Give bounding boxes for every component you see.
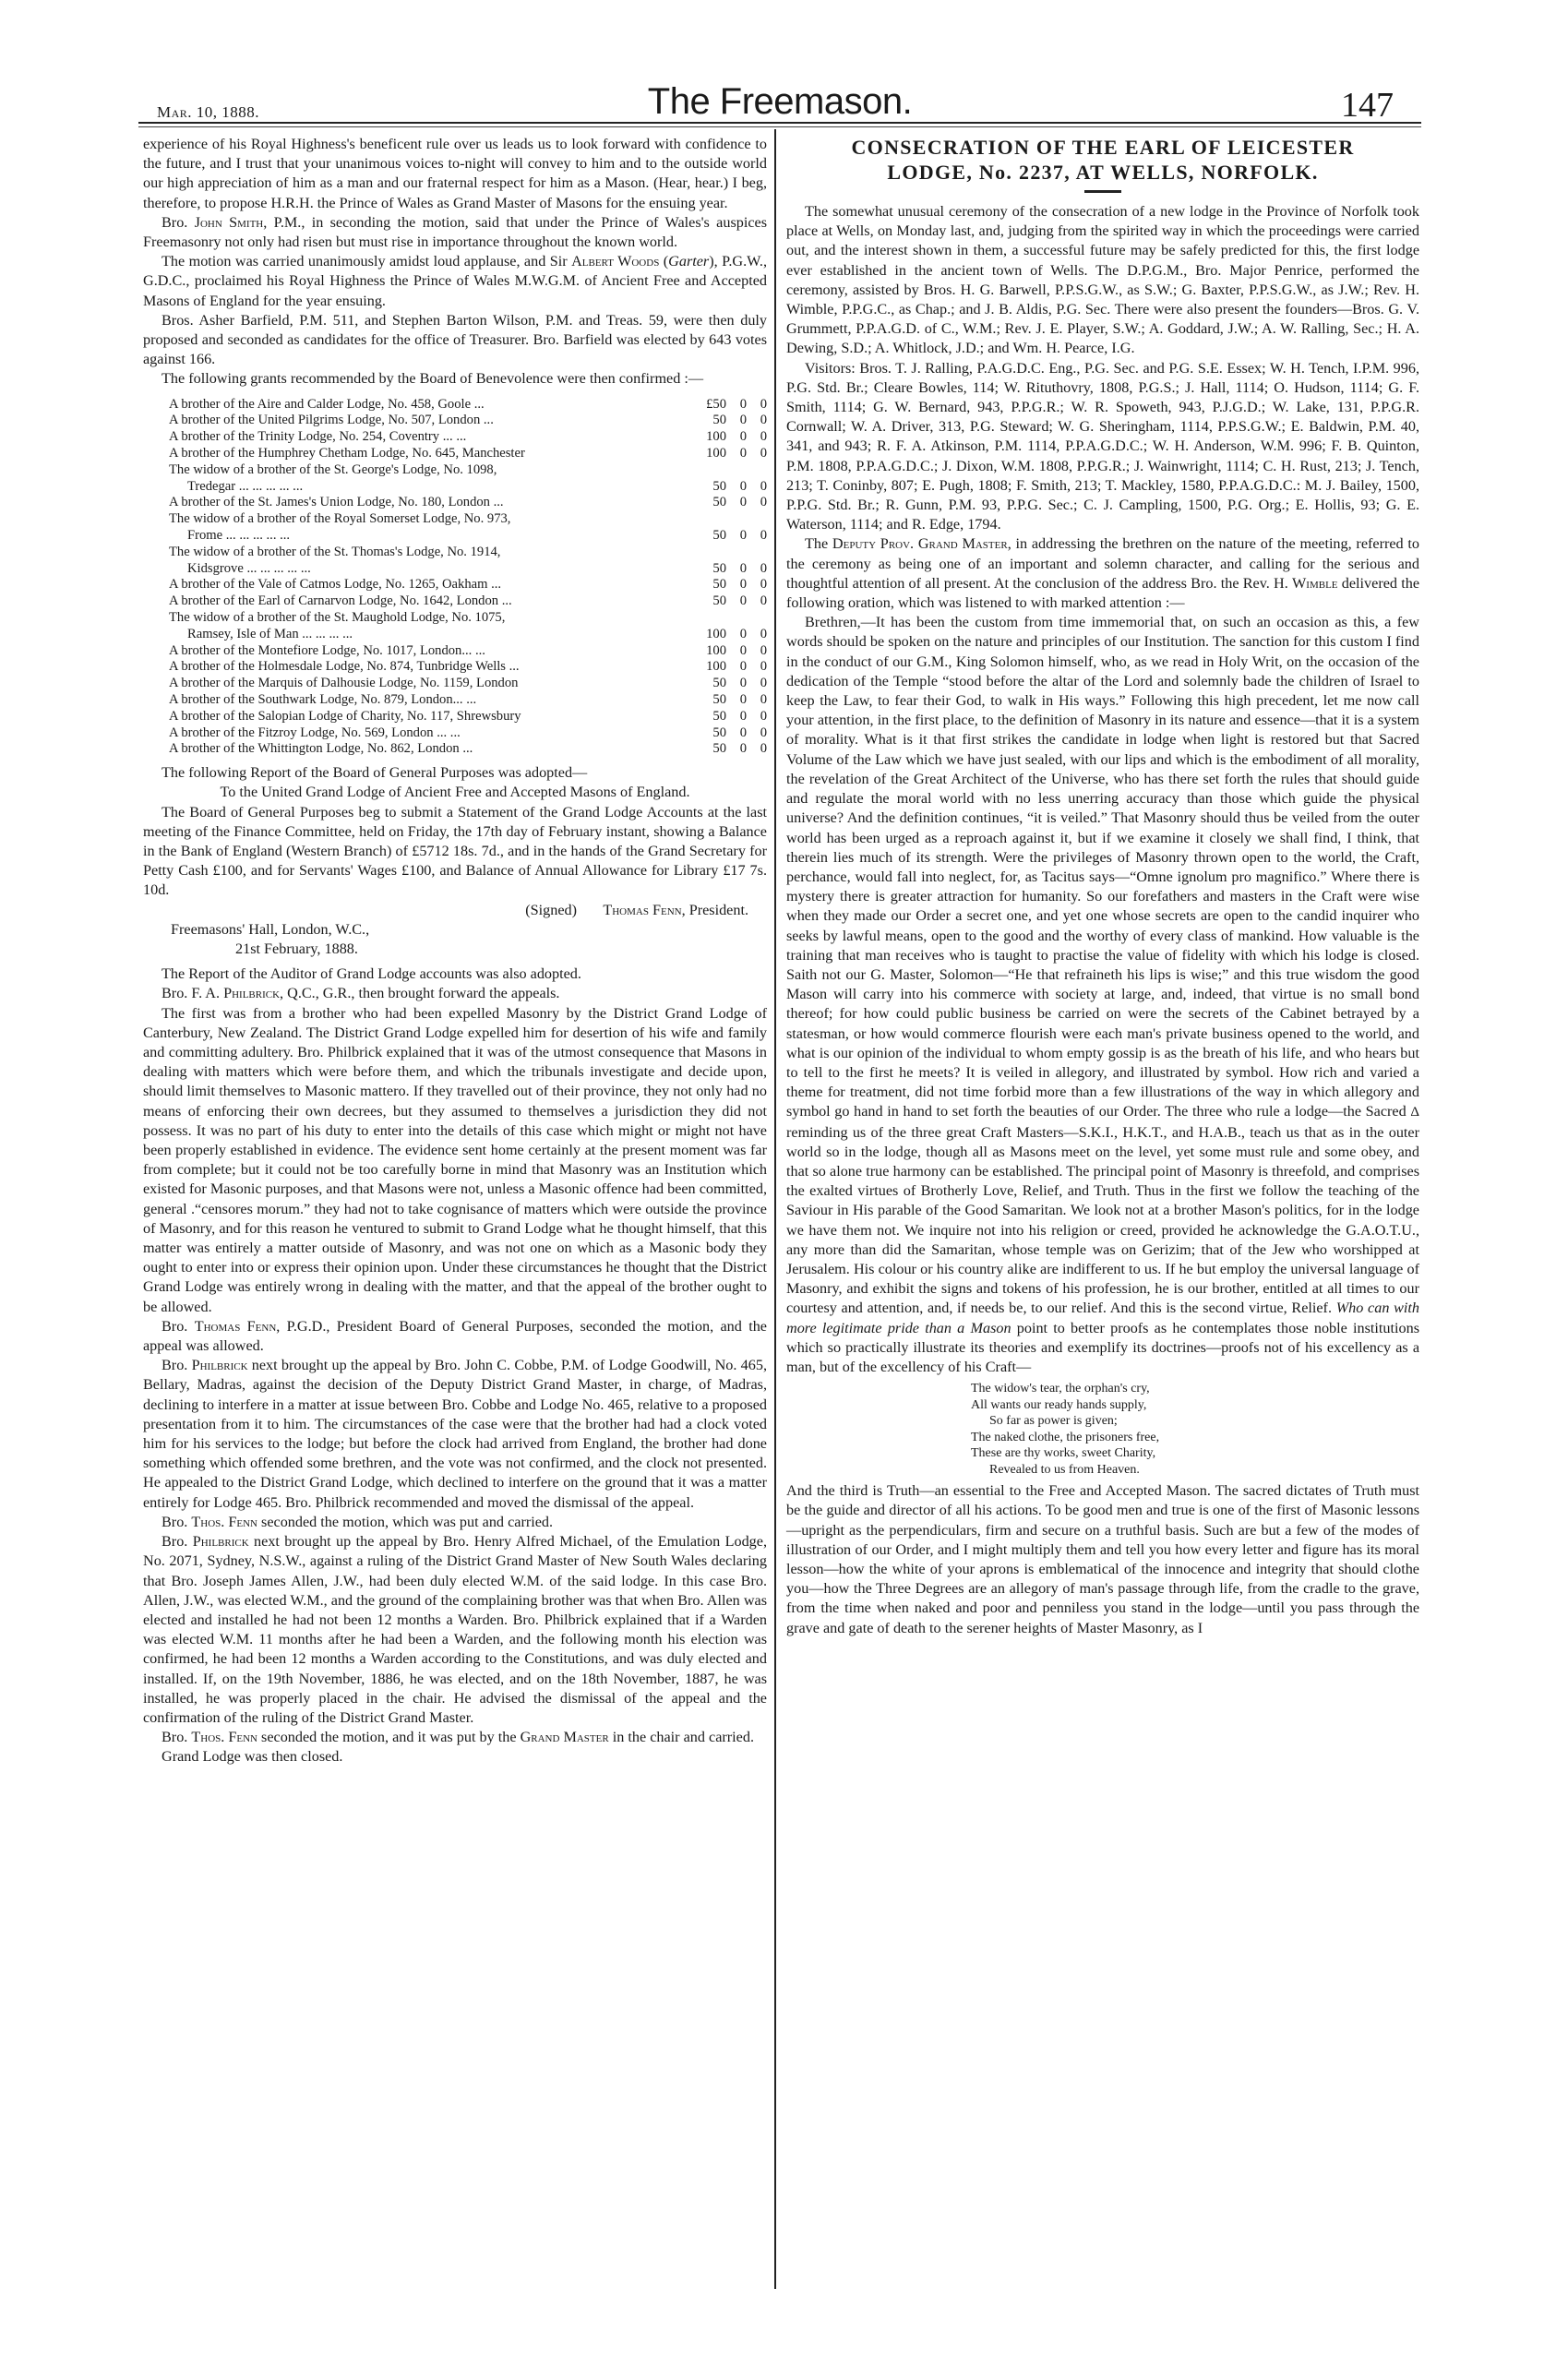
- amount-shillings: 0: [739, 446, 747, 461]
- amount-pounds: 100: [706, 659, 726, 675]
- amount-pounds: 50: [712, 528, 726, 544]
- grant-description: [169, 709, 628, 725]
- truth-paragraph: And the third is Truth—an essential to the Free and Accepted Mason. The sacred dictates of Truth must be the guide and director of all his actions. To be good men and true is one of the first of Masonic lessons—upright as the perpendiculars, firm and secure on a truthful basis. Such are but a few of the modes of illustration of our Order, and I might multiply them and tell you how every letter and figure has its moral lesson—how the white of your aprons is emblematical of the innocence and integrity that should clothe you—how the Three Degrees are an allegory of man's passage through life, from the cradle to the grave, from the time when naked and poor and penniless you stand in the lodge—until you pass through the grave and gate of death to the serener heights of Master Masonry, as I: [786, 1482, 1419, 1636]
- amount-pounds: 100: [706, 429, 726, 445]
- grant-amount: [628, 495, 767, 511]
- text: The: [805, 535, 832, 553]
- amount-pounds: 50: [712, 741, 726, 757]
- grants-table: [169, 397, 767, 759]
- deputy-paragraph: [786, 534, 1419, 613]
- grant-amount: [628, 709, 767, 725]
- text: next brought up the appeal by Bro. John C. Cobbe, P.M. of Lodge Goodwill, No. 465, Bellary, Madras, against the decision of the Deputy District Grand Master, in charge, of Madras, declining to interfere in a matter at issue between Bro. Cobbe and Lodge No. 465, relative to a proposed presentation from it to him. The circumstances of the case were that the brother had had a clock voted him for his services to the lodge; but before the clock had arrived from England, the brother had done something which offended some brethren, and the vote was not confirmed, and the clock not presented. He appealed to the District Grand Lodge, which declined to interfere on the ground that it was a matter entirely for Lodge 465. Bro. Philbrick recommended and moved the dismissal of the appeal.: [143, 1357, 767, 1511]
- headline-rule: [1084, 190, 1121, 193]
- grant-row: [169, 593, 767, 610]
- grant-recipient: The widow of a brother of the St. George's Lodge, No. 1098,: [169, 461, 497, 477]
- text: The motion was carried unanimously amidst loud applause, and Sir: [162, 253, 572, 270]
- amount-shillings: 0: [739, 396, 747, 412]
- italic-text: Who can with more legitimate pride than a Mason: [786, 1300, 1419, 1336]
- amount-pounds: £50: [706, 396, 726, 412]
- amount-pence: 0: [760, 741, 767, 757]
- grant-recipient-continued: Tredegar ... ... ... ... ...: [187, 478, 304, 494]
- amount-pence: 0: [760, 560, 767, 576]
- issue-date: Mar. 10, 1888.: [157, 103, 260, 121]
- amount-shillings: 0: [739, 691, 747, 707]
- fenn-first: [143, 1317, 767, 1356]
- text: , Q.C., G.R., then brought forward the appeals.: [280, 985, 560, 1002]
- grants-intro: The following grants recommended by the Board of Benevolence were then confirmed :—: [162, 370, 704, 388]
- grant-recipient: A brother of the St. James's Union Lodge, No. 180, London: [169, 495, 490, 510]
- text: Bro.: [162, 1533, 193, 1551]
- grant-recipient: A brother of the Humphrey Chetham Lodge, No. 645, Manchester: [169, 446, 525, 461]
- grant-amount: [628, 659, 767, 676]
- grant-recipient: A brother of the Salopian Lodge of Charity, No. 117, Shrewsbury: [169, 708, 521, 724]
- grant-description: [169, 495, 628, 511]
- person-title: Deputy Prov. Grand Master: [832, 535, 1008, 553]
- text: next brought up the appeal by Bro. Henry Alfred Michael, of the Emulation Lodge, No. 2071, Sydney, N.S.W., against a ruling of the District Grand Master of New South Wales declaring that Bro. Joseph James Allen, J.W., had been duly elected W.M. of the said lodge. In this case Bro. Allen, J.W., was elected W.M., and the ground of the complaining brother was that when Bro. Allen was elected and installed he had not been 12 months a Warden. Bro. Philbrick explained that if a Warden was elected W.M. 11 months after he had been a Warden, and the following month his election was confirmed, he had been 12 months a Warden according to the Constitutions, and was duly elected and installed. If, on the 19th November, 1886, he was elected, and on the 18th November, 1887, he was installed, he was properly placed in the chair. He advised the dismissal of the appeal and the confirmation of the ruling of the District Grand Master.: [143, 1533, 768, 1726]
- grant-recipient-continued: Ramsey, Isle of Man ... ... ... ...: [187, 626, 353, 641]
- person-name: Philbrick: [192, 1533, 249, 1551]
- grant-recipient: The widow of a brother of the St. Maughold Lodge, No. 1075,: [169, 610, 506, 625]
- text: Bro.: [162, 1513, 192, 1530]
- page-number: 147: [1341, 86, 1394, 125]
- grant-description: [169, 643, 628, 660]
- grant-amount: [628, 528, 767, 545]
- grant-amount: [628, 627, 767, 643]
- text: Bro.: [162, 1317, 195, 1335]
- amount-shillings: 0: [739, 626, 747, 641]
- amount-pence: 0: [760, 528, 767, 544]
- grant-description: [169, 446, 628, 462]
- text: seconded the motion, which was put and carried.: [257, 1513, 554, 1530]
- headline-line-1: CONSECRATION OF THE EARL OF LEICESTER: [851, 136, 1355, 159]
- grant-description: [169, 577, 628, 593]
- person-name: Philbrick: [191, 1357, 248, 1374]
- grant-description: [169, 659, 628, 676]
- text: Bro.: [162, 1729, 192, 1746]
- right-column: [786, 135, 1419, 1638]
- article-headline: [786, 135, 1419, 185]
- signed-label: (Signed): [525, 901, 577, 918]
- article-intro: The somewhat unusual ceremony of the consecration of a new lodge in the Province of Norfolk took place at Wells, on Monday last, and, judging from the spirited way in which the proceedings were carried out, and the interest shown in them, a successful future may be safely predicted for this, the first lodge ever established in the ancient town of Wells. The D.P.G.M., Bro. Major Penrice, performed the ceremony, assisted by Bros. H. G. Barwell, P.P.S.G.W., as S.W.; G. Baxter, P.P.S.G.W., as J.W.; Rev. H. Wimble, P.P.G.C., as Chap.; and J. B. Aldis, P.G. Sec. There were also present the founders—Bros. G. V. Grummett, P.P.A.G.D. of C., W.M.; Rev. J. E. Player, S.W.; A. Goddard, J.W.; A. W. Ralling, Sec.; H. A. Dewing, S.D.; A. Whitlock, J.D.; and Wm. H. Pearce, I.G.: [786, 203, 1419, 357]
- grant-row: [169, 741, 767, 758]
- grant-row: [169, 577, 767, 593]
- grant-row: [169, 725, 767, 742]
- grant-recipient: The widow of a brother of the Royal Somerset Lodge, No. 973,: [169, 511, 511, 527]
- leader-dots: ...: [498, 593, 512, 609]
- amount-pounds: 50: [712, 676, 726, 691]
- grant-description: [169, 429, 628, 446]
- amount-pounds: 100: [706, 446, 726, 461]
- grant-recipient: A brother of the Montefiore Lodge, No. 1017, London...: [169, 642, 473, 658]
- grant-recipient: A brother of the Aire and Calder Lodge, No. 458, Goole: [169, 396, 472, 412]
- grant-amount: [628, 397, 767, 413]
- grant-amount: [628, 725, 767, 742]
- grant-description: [169, 397, 628, 413]
- text: , P.M., in seconding the motion, said that under the Prince of Wales's auspices Freemasonry not only had risen but must rise in importance throughout the known world.: [143, 213, 768, 251]
- amount-pounds: 50: [712, 495, 726, 510]
- paragraph-smith: [143, 213, 767, 252]
- amount-pence: 0: [760, 396, 767, 412]
- amount-pence: 0: [760, 446, 767, 461]
- grant-row: [169, 676, 767, 692]
- person-name: Albert Woods: [571, 253, 660, 270]
- grant-description: [169, 462, 628, 496]
- amount-pence: 0: [760, 659, 767, 675]
- grant-description: [169, 676, 628, 692]
- amount-pounds: 50: [712, 708, 726, 724]
- text: point to better proofs as he contemplates those noble institutions which so practically illustrate its theories and exemplify its doctrines—proofs not of his excellency as a man, but of the excellency of his Craft—: [786, 1319, 1419, 1375]
- amount-pounds: 50: [712, 413, 726, 428]
- amount-pounds: 50: [712, 478, 726, 494]
- grant-amount: [628, 561, 767, 578]
- signatory-name: Thomas Fenn: [603, 901, 682, 918]
- text: , P.G.D., President Board of General Purposes, seconded the motion, and the appeal was allowed.: [143, 1317, 767, 1355]
- grant-recipient: The widow of a brother of the St. Thomas's Lodge, No. 1914,: [169, 544, 501, 559]
- grant-row: [169, 462, 767, 496]
- grant-description: [169, 725, 628, 742]
- delta-triangle-icon: Δ: [1410, 1105, 1419, 1120]
- amount-shillings: 0: [739, 725, 747, 740]
- report-intro: The following Report of the Board of General Purposes was adopted—: [162, 764, 588, 782]
- grant-row: [169, 659, 767, 676]
- grant-row: [169, 413, 767, 429]
- amount-shillings: 0: [739, 676, 747, 691]
- grant-amount: [628, 446, 767, 462]
- oration-paragraph: [786, 613, 1419, 1377]
- leader-dots: ...: [447, 725, 461, 740]
- amount-pence: 0: [760, 495, 767, 510]
- text: , P.G.W., G.D.C., proclaimed his Royal Highness the Prince of Wales M.W.G.M. of Ancient Free and Accepted Masons of England for the year ensuing.: [143, 253, 768, 309]
- amount-pounds: 50: [712, 560, 726, 576]
- amount-shillings: 0: [739, 495, 747, 510]
- grant-description: [169, 692, 628, 709]
- grant-row: [169, 692, 767, 709]
- text: seconded the motion, and it was put by the: [257, 1729, 521, 1746]
- amount-pence: 0: [760, 478, 767, 494]
- grant-amount: [628, 692, 767, 709]
- grant-amount: [628, 577, 767, 593]
- poem-line: So far as power is given;: [989, 1414, 1118, 1429]
- amount-pence: 0: [760, 593, 767, 609]
- text: in the chair and carried.: [608, 1729, 755, 1746]
- leader-dots: ...: [459, 741, 473, 757]
- text: delivered the following oration, which was listened to with marked attention :—: [786, 574, 1420, 612]
- leader-dots: ...: [480, 413, 494, 428]
- grant-row: [169, 610, 767, 643]
- grant-row: [169, 643, 767, 660]
- amount-shillings: 0: [739, 577, 747, 593]
- amount-shillings: 0: [739, 659, 747, 675]
- second-appeal: [143, 1356, 767, 1513]
- leader-dots: ...: [487, 577, 502, 593]
- grant-amount: [628, 429, 767, 446]
- leader-dots: ...: [505, 659, 520, 675]
- grant-recipient-continued: Frome ... ... ... ... ...: [187, 528, 291, 544]
- philbrick-intro: [143, 984, 767, 1003]
- amount-pence: 0: [760, 577, 767, 593]
- grant-recipient: A brother of the Whittington Lodge, No. 862, London: [169, 741, 460, 757]
- grant-amount: [628, 479, 767, 496]
- grant-amount: [628, 413, 767, 429]
- amount-pounds: 50: [712, 725, 726, 740]
- paragraph-motion: The motion was carried unanimously amidst loud applause, and Sir Albert Woods (Garter), P.G.W., G.D.C., proclaimed his Royal Highness the Prince of Wales M.W.G.M. of Ancient Free and Accepted Masons of England for the year ensuing.: [143, 253, 768, 309]
- amount-pounds: 50: [712, 691, 726, 707]
- person-name: Philbrick: [223, 985, 281, 1002]
- amount-pence: 0: [760, 725, 767, 740]
- grant-recipient: A brother of the Marquis of Dalhousie Lodge, No. 1159, London: [169, 676, 519, 691]
- report-body: The Board of General Purposes beg to submit a Statement of the Grand Lodge Accounts at the last meeting of the Finance Committee, held on Friday, the 17th day of February instant, showing a Balance in the Bank of England (Western Branch) of £5712 18s. 7d., and in the hands of the Grand Secretary for Petty Cash £100, and for Servants' Wages £100, and Balance of Annual Allowance for Library £17 7s. 10d.: [143, 803, 767, 899]
- grant-description: [169, 511, 628, 545]
- amount-pence: 0: [760, 413, 767, 428]
- visitors-list: Visitors: Bros. T. J. Ralling, P.A.G.D.C. Eng., P.G. Sec. and P.G. S.E. Essex; W. H. Tench, I.P.M. 996, P.G. Std. Br.; Cleare Bowles, 114; W. Rituthovry, 1808, P.G.S.; J. Hall, 1114; O. Hudson, 1114; G. F. Smith, 1114; G. W. Bernard, 943, P.P.G.R.; W. R. Spoweth, 943, P.J.G.D.; W. Lake, 131, P.P.G.R. Cornwall; W. A. Driver, 313, P.G. Steward; W. G. Sheringham, 1114, P.P.S.G.W.; E. Baldwin, P.M. 40, 341, and 943; R. F. A. Atkinson, P.M. 1114, P.P.A.G.D.C.; W. H. Anderson, W.M. 996; F. B. Quinton, P.M. 1808, P.P.A.G.D.C.; J. Dixon, W.M. 1808, P.P.G.R.; J. Wainwright, 1114; C. H. Rust, 213; J. Tench, 213; T. Coninby, 807; E. Pugh, 1808; F. Smith, 213; T. Mackley, 1580, P.P.A.G.D.C.: M. J. Bailey, 1500, P.P.G. Std. Br.; R. Gunn, P.M. 93, P.P.G. Sec.; C. J. Campling, 1500, P.G. Org.; E. Hollis, 93; G. E. Waterson, 1114; and R. Edge, 1794.: [786, 359, 1419, 533]
- page-header: [138, 81, 1421, 123]
- first-appeal: The first was from a brother who had been expelled Masonry by the District Grand Lodge of Canterbury, New Zealand. The District Grand Lodge expelled him for desertion of his wife and family and committing adultery. Bro. Philbrick explained that it was of the utmost consequence that Masons in dealing with matters which were before them, and which the tribunals investigate and decide upon, should limit themselves to Masonic mattero. If they travelled out of their province, they not only had no means of enforcing their own decrees, but they assumed to themselves a jurisdiction they did not possess. It was no part of his duty to enter into the details of this case which might or might not have been properly established in evidence. The evidence sent home certainly at the present moment was far from complete; but it could not be too carefully borne in mind that Masonry was an Institution which existed for Masonic purposes, and that Masons were not, unless a Masonic offence had been committed, general .“censores morum.” they had not to take cognisance of matters which were outside the province of Masonry, and for this reason he ventured to submit to Grand Lodge what he thought himself, that this matter was entirely a matter outside of Masonry, and was not one on which as a Masonic body they ought to enter into or express their opinion upon. Under these circumstances he thought that the District Grand Lodge was entirely wrong in dealing with the matter, and that the appeal of the brother ought to be allowed.: [143, 1004, 767, 1315]
- grant-row: [169, 495, 767, 511]
- auditor-paragraph: The Report of the Auditor of Grand Lodge accounts was also adopted.: [162, 965, 581, 983]
- grant-recipient: A brother of the Trinity Lodge, No. 254, Coventry ...: [169, 429, 453, 445]
- paragraph: experience of his Royal Highness's beneficent rule over us leads us to look forward with confidence to the future, and I trust that your unanimous voices to-night will convey to him and to the outside world our high appreciation of him as a man and our fraternal respect for him as a Mason. (Hear, hear.) I beg, therefore, to propose H.R.H. the Prince of Wales as Grand Master of Masons for the ensuing year.: [143, 136, 767, 211]
- person-name: Thos. Fenn: [191, 1513, 257, 1530]
- grant-recipient: A brother of the United Pilgrims Lodge, No. 507, London: [169, 413, 481, 428]
- fenn-third: [143, 1728, 767, 1747]
- amount-shillings: 0: [739, 593, 747, 609]
- grant-recipient: A brother of the Vale of Catmos Lodge, No. 1265, Oakham: [169, 577, 488, 593]
- grant-description: [169, 741, 628, 758]
- grant-description: [169, 413, 628, 429]
- title-italic: Garter: [668, 253, 710, 270]
- grant-amount: [628, 741, 767, 758]
- left-column: [143, 135, 767, 1767]
- text: reminding us of the three great Craft Masters—S.K.I., H.K.T., and H.A.B., teach us that as in the outer world so in the lodge, though all as Masons meet on the level, yet some must rule and some obey, and that so alone true harmony can be established. The principal point of Masonry is threefold, and comprises the exalted virtues of Brotherly Love, Relief, and Truth. Thus in the first we follow the teaching of the Saviour in His parable of the Good Samaritan. We look not at a brother Mason's politics, for in the lodge we have them not. We inquire not into his religion or creed, provided he acknowledge the G.A.O.T.U., any more than did the Samaritan, whose temple was on Gerizim; that of the Jew who worshipped at Jerusalem. His colour or his country alike are indifferent to us. If he but employ the universal language of Masonry, and exhibit the signs and tokens of his profession, he is our brother, entitled at all times to our courtesy and attention, and, if needs be, to our relief. And this is the second virtue, Relief.: [786, 1123, 1419, 1317]
- grant-row: [169, 429, 767, 446]
- amount-shillings: 0: [739, 560, 747, 576]
- text: , in addressing the brethren on the nature of the meeting, referred to the ceremony as being one of an important and solemn character, and calling for the serious and thoughtful attention of all present. At the conclusion of the address Bro. the Rev. H.: [786, 535, 1419, 592]
- title-name: Grand Master: [520, 1729, 609, 1746]
- closing-line: Grand Lodge was then closed.: [162, 1748, 343, 1766]
- text: Brethren,—It has been the custom from time immemorial that, on such an occasion as this, a few words should be spoken on the nature and principles of our Institution. The sanction for this custom I find in the conduct of our G.M., King Solomon himself, who, as we read in Holy Writ, on the occasion of the dedication of the Temple “stood before the altar of the Lord and solemnly bade the children of Israel to keep the Law, to fear their God, to walk in His ways.” Following this high precedent, let me now call your attention, in the first place, to the definition of Masonry in its nature and essence—that it is a system of morality. What is it that first strikes the candidate in lodge when light is restored but that Sacred Volume of the Law which we have just sealed, with our lips and which is the embodiment of all morality, the revelation of the Great Architect of the Universe, who has there set forth the rules that should guide and regulate the moral world with no less unerring accuracy than those which guide the physical universe? And the definition continues, “it is veiled.” That Masonry should thus be veiled from the outer world has been urged as a reproach against it, but if we examine it closely we shall find, I think, that therein lies much of its strength. Were the privileges of Masonry thrown open to the world, the Craft, perchance, would fall into neglect, for, as Tacitus says—“Omne ignolum pro magnifico.” Where there is mystery there is greater attraction for humanity. So our forefathers and masters in the Craft were wise when they made our Order a secret one, and yet one whose secrets are open to the candid inquirer who seeks by lawful means, open to the good and the worthy of every class of mankind. How valuable is the training that man receives who is taught to practise the value of fidelity with which his lodge is closed. Saith not our G. Master, Solomon—“He that refraineth his lips is wise;” and this true wisdom the good Mason will carry into his commerce with society at large, and, indeed, that virtue is no small bond thereof; for how could public business be carried on were the secrets of the Cabinet betrayed by a statesman, or how would commerce flourish were each man's private business opened to the world, and what is our opinion of the individual to whom empty gossip is as the breath of his life, and who hears but to tell to the first he meets? It is veiled in allegory, and illustrated by symbol. How rich and varied a theme for treatment, did not time forbid more than a few illustrations of the way in which allegory and symbol go hand in hand to set forth the beauties of our Order. The three who rule a lodge—the Sacred: [786, 614, 1419, 1120]
- leader-dots: ...: [489, 495, 504, 510]
- grant-recipient: A brother of the Southwark Lodge, No. 879, London...: [169, 691, 463, 707]
- amount-pounds: 100: [706, 626, 726, 641]
- poem-line: The widow's tear, the orphan's cry,: [971, 1382, 1150, 1396]
- signatory-title: , President.: [681, 901, 748, 918]
- report-place: Freemasons' Hall, London, W.C.,: [171, 920, 370, 938]
- grant-row: [169, 709, 767, 725]
- amount-pounds: 50: [712, 577, 726, 593]
- leader-dots: ...: [472, 642, 485, 658]
- person-name: Wimble: [1292, 574, 1338, 592]
- leader-dots: ...: [452, 429, 467, 445]
- grant-description: [169, 610, 628, 643]
- grant-row: [169, 397, 767, 413]
- poem: [971, 1381, 1419, 1478]
- paragraph-treasurer: Bros. Asher Barfield, P.M. 511, and Stephen Barton Wilson, P.M. and Treas. 59, were then duly proposed and seconded as candidates for the office of Treasurer. Bro. Barfield was elected by 643 votes against 166.: [143, 311, 767, 368]
- amount-pence: 0: [760, 691, 767, 707]
- grant-row: [169, 446, 767, 462]
- amount-pence: 0: [760, 708, 767, 724]
- grant-amount: [628, 593, 767, 610]
- poem-line: Revealed to us from Heaven.: [989, 1462, 1140, 1477]
- person-name: John Smith: [194, 213, 264, 231]
- amount-pounds: 50: [712, 593, 726, 609]
- amount-shillings: 0: [739, 429, 747, 445]
- amount-shillings: 0: [739, 741, 747, 757]
- grant-row: [169, 511, 767, 545]
- grant-recipient: A brother of the Earl of Carnarvon Lodge, No. 1642, London: [169, 593, 499, 609]
- signature-line: [143, 901, 767, 920]
- grant-recipient: A brother of the Holmesdale Lodge, No. 874, Tunbridge Wells: [169, 659, 506, 675]
- amount-shillings: 0: [739, 642, 747, 658]
- column-divider: [774, 129, 776, 2289]
- poem-line: These are thy works, sweet Charity,: [971, 1446, 1156, 1461]
- header-rule: [138, 122, 1421, 124]
- grant-amount: [628, 643, 767, 660]
- amount-shillings: 0: [739, 478, 747, 494]
- headline-line-2: LODGE, No. 2237, AT WELLS, NORFOLK.: [887, 161, 1319, 184]
- poem-line: The naked clothe, the prisoners free,: [971, 1430, 1160, 1444]
- person-name: Thomas Fenn: [194, 1317, 277, 1335]
- grant-description: [169, 545, 628, 578]
- amount-pence: 0: [760, 626, 767, 641]
- grant-row: [169, 545, 767, 578]
- leader-dots: ...: [471, 396, 485, 412]
- amount-shillings: 0: [739, 708, 747, 724]
- third-appeal: [143, 1532, 767, 1728]
- amount-pence: 0: [760, 676, 767, 691]
- report-address: To the United Grand Lodge of Ancient Free and Accepted Masons of England.: [220, 784, 690, 801]
- text: Bro.: [162, 1357, 192, 1374]
- fenn-second: [143, 1513, 767, 1532]
- grant-recipient-continued: Kidsgrove ... ... ... ... ...: [187, 560, 311, 576]
- amount-pence: 0: [760, 429, 767, 445]
- text: Bro.: [162, 213, 195, 231]
- report-date: 21st February, 1888.: [235, 940, 358, 957]
- amount-pounds: 100: [706, 642, 726, 658]
- header-rule-secondary: [138, 126, 1421, 127]
- grant-amount: [628, 676, 767, 692]
- amount-shillings: 0: [739, 528, 747, 544]
- amount-shillings: 0: [739, 413, 747, 428]
- masthead-title: The Freemason.: [647, 81, 913, 122]
- poem-line: All wants our ready hands supply,: [971, 1397, 1147, 1412]
- person-name: Thos. Fenn: [191, 1729, 257, 1746]
- text: Bro. F. A.: [162, 985, 224, 1002]
- grant-description: [169, 593, 628, 610]
- leader-dots: ...: [462, 691, 477, 707]
- grant-recipient: A brother of the Fitzroy Lodge, No. 569, London ...: [169, 725, 448, 740]
- amount-pence: 0: [760, 642, 767, 658]
